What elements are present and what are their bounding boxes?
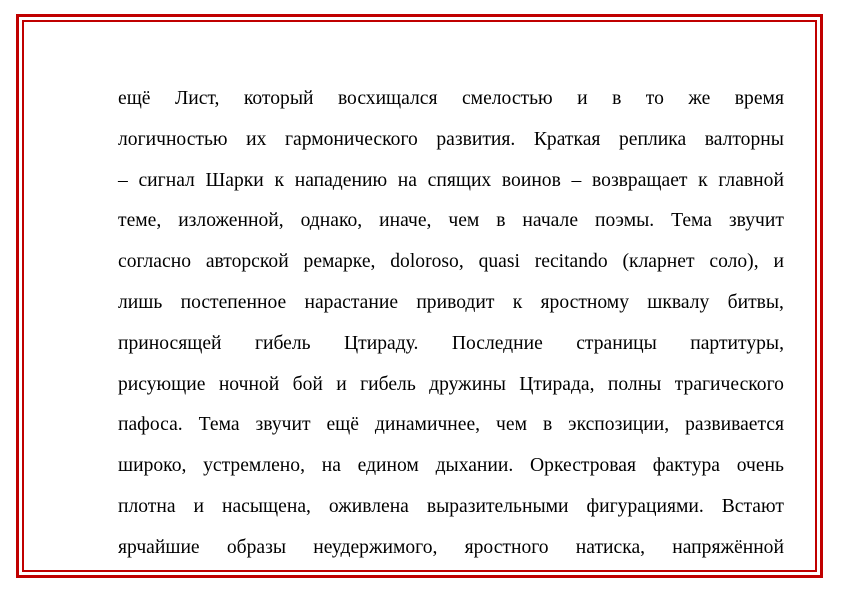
word: фактура: [652, 455, 720, 477]
text-line: [118, 411, 784, 452]
word: развивается: [685, 414, 784, 436]
word: –: [118, 169, 128, 191]
word: лишь: [118, 291, 163, 313]
word: то: [645, 88, 664, 109]
word: Последние: [451, 332, 543, 354]
word: чем: [448, 210, 480, 232]
word: восхищался: [337, 88, 438, 109]
word: на: [321, 455, 341, 477]
word: recitando: [534, 251, 608, 273]
word: к: [512, 291, 523, 313]
word: Оркестровая: [530, 455, 636, 477]
word: звучит: [728, 210, 784, 232]
word: quasi: [478, 251, 520, 273]
word: в: [612, 88, 622, 109]
word: страницы: [576, 332, 657, 354]
word: постепенное: [180, 291, 287, 313]
word: и: [773, 251, 784, 273]
word: пафоса.: [118, 414, 183, 436]
word: Цтирада,: [519, 373, 595, 395]
text-line: [118, 493, 784, 534]
word: бой: [292, 373, 323, 395]
word: и: [577, 88, 588, 109]
word: звучит: [255, 414, 311, 436]
word: Лист,: [174, 88, 220, 109]
word: в: [496, 210, 506, 232]
word: иначе,: [379, 210, 432, 232]
text-line: [118, 248, 784, 289]
word: динамичнее,: [374, 414, 481, 436]
word: приводит: [416, 291, 495, 313]
word: выразительными: [426, 495, 569, 517]
word: напряжённой: [672, 536, 784, 558]
word: дружины: [429, 373, 506, 395]
word: дыхании.: [435, 455, 514, 477]
word: плотна: [118, 495, 176, 517]
word: развития.: [436, 128, 516, 150]
word: начале: [522, 210, 579, 232]
word: спящих: [427, 169, 492, 191]
word: неудержимого,: [313, 536, 438, 558]
word: гармонического: [284, 128, 418, 150]
word: главной: [718, 169, 784, 191]
word: который: [243, 88, 314, 109]
word: трагического: [674, 373, 784, 395]
word: фигурациями.: [586, 495, 704, 517]
word: к: [274, 169, 285, 191]
word: же: [688, 88, 711, 109]
text-line: [118, 85, 784, 126]
word: на: [397, 169, 417, 191]
word: приносящей: [118, 332, 222, 354]
text-line: [118, 330, 784, 371]
word: насыщена,: [222, 495, 311, 517]
word: ещё: [326, 414, 359, 436]
word: полны: [607, 373, 662, 395]
text-line: [118, 534, 784, 575]
document-body: [118, 85, 784, 575]
text-line: [118, 371, 784, 412]
word: нападению: [294, 169, 388, 191]
word: образы: [226, 536, 287, 558]
word: ярчайшие: [118, 536, 200, 558]
word: гибель: [254, 332, 311, 354]
word: логичностью: [118, 128, 228, 150]
word: –: [571, 169, 582, 191]
word: ремарке,: [303, 251, 376, 273]
word: очень: [736, 455, 784, 477]
word: (кларнет: [622, 251, 695, 273]
word: Встают: [721, 495, 784, 517]
word: сигнал: [138, 169, 195, 191]
word: авторской: [205, 251, 289, 273]
word: соло),: [709, 251, 759, 273]
word: однако,: [300, 210, 363, 232]
word: оживлена: [328, 495, 409, 517]
word: нарастание: [304, 291, 399, 313]
word: их: [246, 128, 267, 150]
word: натиска,: [575, 536, 646, 558]
text-line: [118, 167, 784, 208]
word: партитуры,: [690, 332, 784, 354]
text-line: [118, 126, 784, 167]
word: к: [698, 169, 708, 191]
word: изложенной,: [178, 210, 284, 232]
word: яростному: [540, 291, 630, 313]
word: и: [193, 495, 205, 517]
word: смелостью: [461, 88, 553, 109]
word: экспозиции,: [568, 414, 670, 436]
word: шквалу: [647, 291, 710, 313]
word: Тема: [198, 414, 240, 436]
word: Краткая: [533, 128, 601, 150]
word: ночной: [218, 373, 280, 395]
word: Тема: [671, 210, 712, 232]
text-line: [118, 207, 784, 248]
word: время: [734, 88, 784, 109]
word: широко,: [118, 455, 187, 477]
word: устремлено,: [203, 455, 305, 477]
word: в: [542, 414, 553, 436]
word: реплика: [618, 128, 687, 150]
text-line: [118, 452, 784, 493]
word: едином: [357, 455, 419, 477]
word: согласно: [118, 251, 191, 273]
word: воинов: [501, 169, 561, 191]
text-line: [118, 289, 784, 330]
word: ещё: [118, 88, 151, 109]
word: поэмы.: [594, 210, 655, 232]
word: битвы,: [727, 291, 784, 313]
word: чем: [496, 414, 527, 436]
word: Цтираду.: [344, 332, 419, 354]
word: Шарки: [205, 169, 264, 191]
word: и: [336, 373, 347, 395]
word: гибель: [360, 373, 416, 395]
word: doloroso,: [390, 251, 464, 273]
word: рисующие: [118, 373, 206, 395]
word: валторны: [704, 128, 784, 150]
word: возвращает: [592, 169, 688, 191]
word: теме,: [118, 210, 162, 232]
word: яростного: [464, 536, 549, 558]
